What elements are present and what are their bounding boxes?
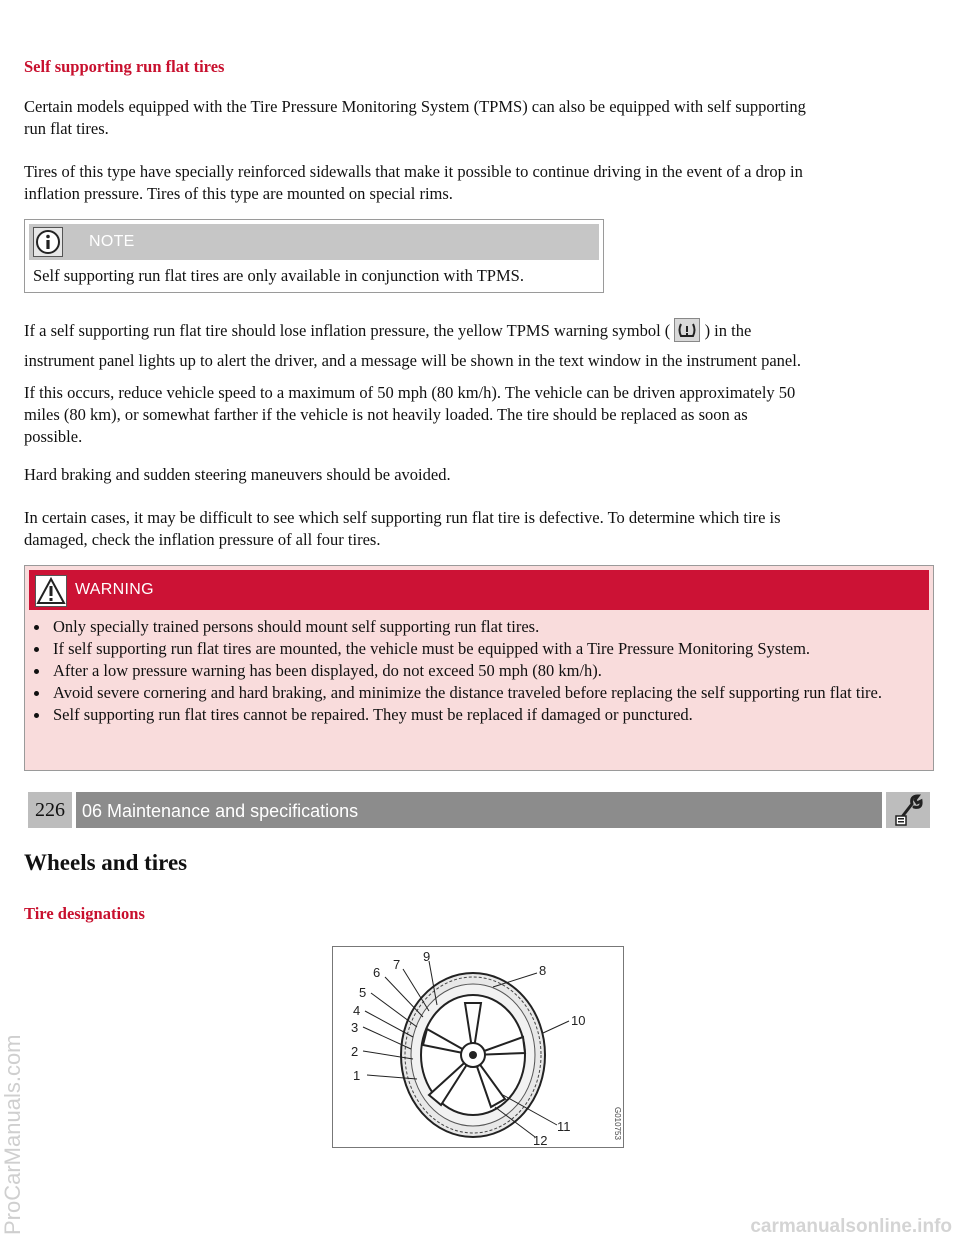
callout-11: 11 (557, 1119, 571, 1134)
section-heading-run-flat: Self supporting run flat tires (24, 57, 225, 76)
section-title: 06 Maintenance and specifications (82, 801, 359, 821)
diagram-code: G010753 (613, 1107, 622, 1140)
callout-7: 7 (393, 957, 401, 972)
note-box (24, 219, 604, 293)
note-header (29, 224, 599, 260)
warning-list (31, 616, 923, 726)
warning-box (24, 565, 934, 771)
paragraph-speed-limit: If this occurs, reduce vehicle speed to a maximum of 50 mph (80 km/h). The vehicle can be driven approximately 50 miles (80 km), or somewhat farther if the vehicle is not heavily loaded. The tire should be replaced as soon as possible. (24, 383, 796, 446)
warning-item: Self supporting run flat tires cannot be repaired. They must be replaced if damaged or punctured. (31, 704, 923, 726)
paragraph-tpms-warning: If a self supporting run flat tire should lose inflation pressure, the yellow TPMS warning symbol ( ) in the instrument panel lights up to alert the driver, and a message will be shown in the text window in the instrument panel. (24, 316, 936, 376)
info-icon (33, 227, 63, 257)
warning-item: Avoid severe cornering and hard braking, and minimize the distance traveled before replacing the self supporting run flat tire. (31, 682, 923, 704)
tire-designations-diagram (332, 946, 624, 1148)
wrench-icon (886, 792, 930, 828)
callout-4: 4 (353, 1003, 361, 1018)
callout-2: 2 (351, 1044, 359, 1059)
page-number: 226 (28, 792, 72, 828)
callout-10: 10 (571, 1013, 586, 1028)
callout-12: 12 (533, 1133, 548, 1147)
section-heading-wheels-tires: Wheels and tires (24, 850, 188, 875)
callout-1: 1 (353, 1068, 361, 1083)
paragraph-tpms-intro: Certain models equipped with the Tire Pressure Monitoring System (TPMS) can also be equipped with self supporting run flat tires. (24, 97, 806, 138)
callout-5: 5 (359, 985, 367, 1000)
paragraph-sidewalls: Tires of this type have specially reinforced sidewalls that make it possible to continue driving in the event of a drop in inflation pressure. Tires of this type are mounted on special rims. (24, 162, 803, 203)
warning-title: WARNING (75, 581, 154, 598)
callout-3: 3 (351, 1020, 359, 1035)
warning-header (29, 570, 929, 610)
subheading-tire-designations: Tire designations (24, 904, 145, 923)
section-title-bar (76, 792, 882, 828)
warning-item: After a low pressure warning has been displayed, do not exceed 50 mph (80 km/h). (31, 660, 923, 682)
bottom-watermark: carmanualsonline.info (750, 1216, 952, 1237)
side-watermark (0, 500, 28, 1240)
tpms-warning-icon (674, 318, 700, 342)
note-title: NOTE (89, 233, 135, 250)
callout-6: 6 (373, 965, 381, 980)
callout-8: 8 (539, 963, 547, 978)
paragraph-defective-tire: In certain cases, it may be difficult to see which self supporting run flat tire is defective. To determine which tire is damaged, check the inflation pressure of all four tires. (24, 508, 781, 549)
svg-text:ProCarManuals.com: ProCarManuals.com (0, 1034, 25, 1235)
warning-item: If self supporting run flat tires are mounted, the vehicle must be equipped with a Tire Pressure Monitoring System. (31, 638, 923, 660)
exclamation-icon (35, 575, 67, 607)
callout-9: 9 (423, 949, 431, 964)
paragraph-hard-braking: Hard braking and sudden steering maneuvers should be avoided. (24, 465, 451, 484)
section-footer-bar (24, 788, 934, 832)
note-body: Self supporting run flat tires are only available in conjunction with TPMS. (33, 266, 524, 285)
warning-item: Only specially trained persons should mount self supporting run flat tires. (31, 616, 923, 638)
